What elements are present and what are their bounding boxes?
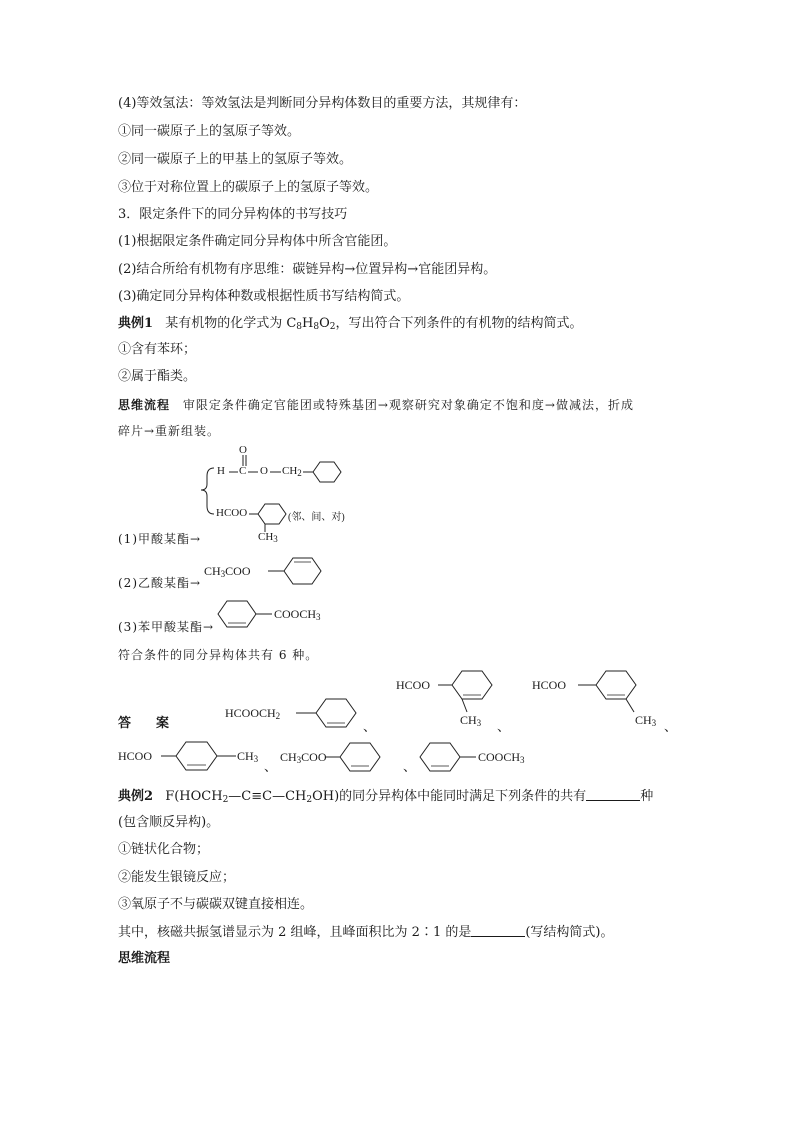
example2-note: (包含顺反异构)。	[118, 815, 220, 830]
text-line-equivalent-h: (4)等效氢法：等效氢法是判断同分异构体数目的重要方法，其规律有：	[118, 96, 527, 111]
example2-condition-2: ②能发生银镜反应；	[118, 870, 236, 885]
atom-o-carbonyl: O	[239, 444, 247, 456]
group-hcoo: HCOO	[216, 507, 248, 519]
example1-question: 典例1 某有机物的化学式为 $C_8H_8O_2$，写出符合下列条件的有机物的结构简式。	[118, 316, 583, 332]
item-benzoate: (3)苯甲酸某酯→	[118, 620, 215, 634]
atom-c: C	[239, 465, 247, 477]
answer-phenyl-acetate: $CH_3COO$	[280, 750, 327, 765]
text-line-rule-1: ①同一碳原子上的氢原子等效。	[118, 124, 301, 139]
item-acetate: (2)乙酸某酯→	[118, 576, 202, 590]
document-page: (4)等效氢法：等效氢法是判断同分异构体数目的重要方法，其规律有： ①同一碳原子上的氢原子等效。 ②同一碳原子上的甲基上的氢原子等效。 ③位于对称位置上的碳原子上的氢原子等效。 3．限定条件下的同分异构体的书写技巧 (1)根据限定条件确定同分异构体中所含官能团。 (2)结合所给有机物有序思维：碳链异构→位置异构→官能团异构。 (3)确定同分异构体种数或根据性质书写结构简式。 典例1 某有机物的化学式为 $C_8H_8O_2$，写出符合下列条件的有机物的结构简式。 ①含有苯环； ②属于酯类。 思维流程 审限定条件确定官能团或特殊基团→观察研究对象确定不饱和度→做减法，折成 碎片→重新组装。 H C O O $CH_2$ HCOO $CH_3$ (邻、间、对) (1)甲酸某酯→ (2)乙酸某酯→ $CH_3COO$ (3)苯甲酸某酯→ $COOCH_3$ 符合条件的同分异构体共有 6 种。 答 案 $HCOOCH_2$ 、 HCOO $CH_3$ 、 HCOO $CH_3$ 、 HCOO $CH_3$ 、 $CH_3COO$ 、 $COOCH_3$ 典例2 $F(HOCH_2—C\equiv C—CH_2OH)$的同分异构体中能同时满足下列条件的共有 种 (包含顺反异构)。 ①链状化合物； ②能发生银镜反应； ③氧原子不与碳碳双键直接相连。 其中，核磁共振氢谱显示为 2 组峰，且峰面积比为 2∶1 的是 (写结构简式)。 思维流程	[0, 0, 794, 1123]
text-line-rule-3: ③位于对称位置上的碳原子上的氢原子等效。	[118, 180, 379, 195]
group-cooch3: $COOCH_3$	[274, 607, 321, 622]
answer-blank-structure[interactable]	[471, 924, 525, 937]
atom-h: H	[217, 465, 225, 477]
answer-label: 答 案	[118, 716, 176, 731]
example1-condition-2: ②属于酯类。	[118, 369, 197, 384]
text-line-tip-2: (2)结合所给有机物有序思维：碳链异构→位置异构→官能团异构。	[118, 262, 497, 277]
example1-flow-text: 思维流程 审限定条件确定官能团或特殊基团→观察研究对象确定不饱和度→做减法，折成	[118, 398, 634, 412]
group-ch2: $CH_2$	[282, 465, 302, 478]
benzene-ring-icon	[176, 742, 217, 770]
flow-label: 思维流程	[118, 398, 171, 412]
text-line-rule-2: ②同一碳原子上的甲基上的氢原子等效。	[118, 152, 353, 167]
text-line-tip-3: (3)确定同分异构体种数或根据性质书写结构简式。	[118, 289, 410, 304]
section-heading-3: 3．限定条件下的同分异构体的书写技巧	[118, 207, 348, 222]
atom-o: O	[260, 465, 268, 477]
answer-o-tolyl-formate: HCOO	[396, 678, 431, 692]
group-ch3coo: $CH_3COO$	[204, 564, 251, 579]
brace	[201, 468, 214, 514]
answer-m-tolyl-formate: HCOO	[532, 678, 567, 692]
group-ch3: $CH_3$	[258, 531, 278, 544]
benzene-ring-icon	[340, 743, 380, 771]
benzene-ring-icon	[420, 743, 460, 771]
example2-condition-1: ①链状化合物；	[118, 842, 210, 857]
benzene-ring-icon	[313, 462, 341, 482]
text-line-tip-1: (1)根据限定条件确定同分异构体中所含官能团。	[118, 234, 397, 249]
benzene-ring-icon	[258, 504, 286, 524]
isomer-count-summary: 符合条件的同分异构体共有 6 种。	[118, 648, 319, 662]
answer-p-tolyl-formate: HCOO	[118, 749, 153, 763]
answer-blank-count[interactable]	[586, 788, 640, 801]
example2-question: 典例2 $F(HOCH_2—C\equiv C—CH_2OH)$的同分异构体中能同时满足下列条件的共有 种	[118, 789, 654, 805]
example1-label: 典例1	[118, 316, 154, 331]
answer-benzyl-formate: $HCOOCH_2$	[225, 706, 281, 721]
example1-flow-text-2: 碎片→重新组装。	[118, 424, 221, 438]
item-formate: (1)甲酸某酯→	[118, 532, 202, 546]
example2-subquestion: 其中，核磁共振氢谱显示为 2 组峰，且峰面积比为 2∶1 的是 (写结构简式)。	[118, 925, 614, 940]
example2-flow-label: 思维流程	[118, 951, 171, 966]
example1-condition-1: ①含有苯环；	[118, 342, 197, 357]
example2-condition-3: ③氧原子不与碳碳双键直接相连。	[118, 897, 314, 912]
positions-note: (邻、间、对)	[288, 512, 345, 523]
answer-methyl-benzoate: $COOCH_3$	[478, 750, 525, 765]
example2-label: 典例2	[118, 789, 154, 804]
